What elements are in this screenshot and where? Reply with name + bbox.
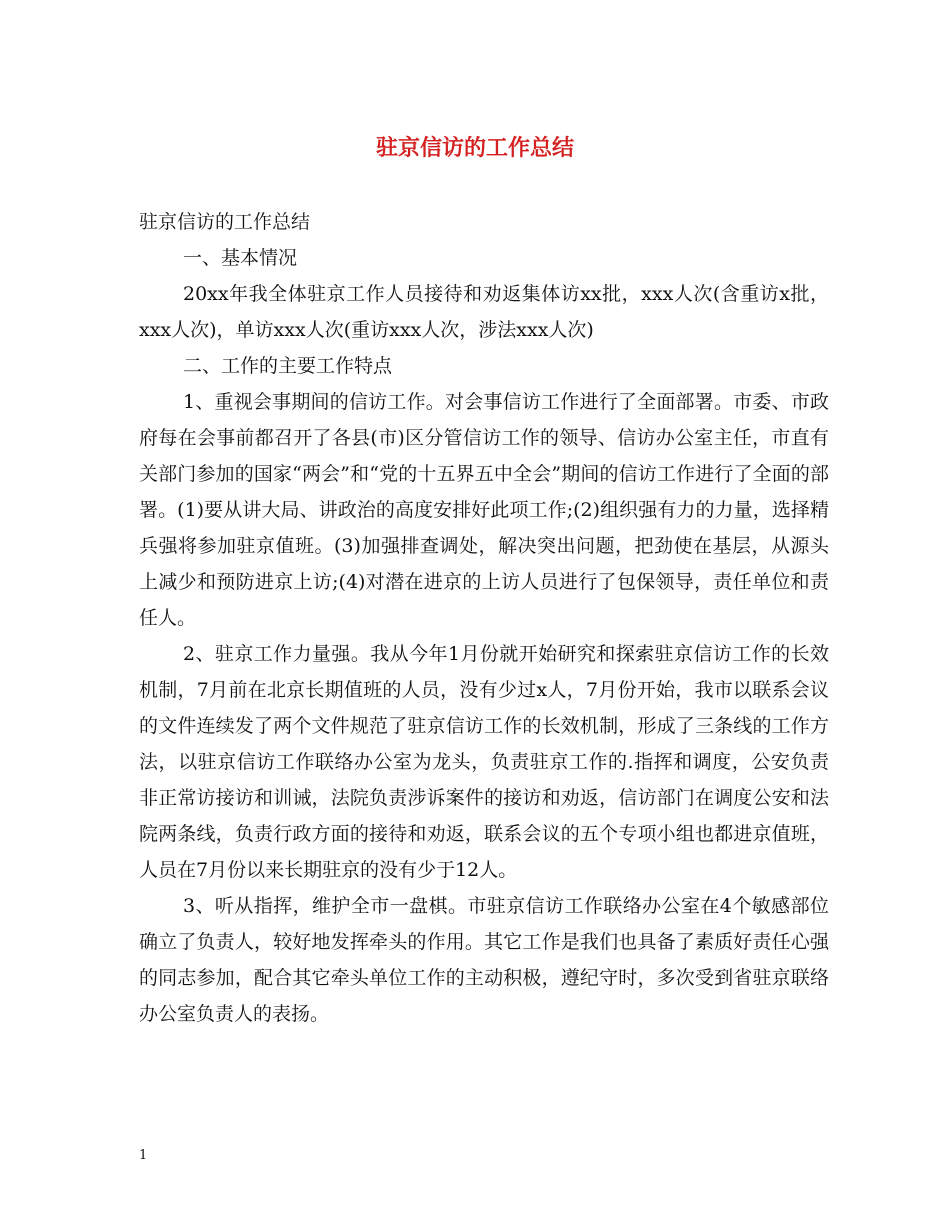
section-heading-basic-situation: 一、基本情况 [183,247,298,269]
paragraph-feature-2: 2、驻京工作力量强。我从今年1月份就开始研究和探索驻京信访工作的长效机制，7月前在北京长期值班的人员，没有少过x人，7月份开始，我市以联系会议的文件连续发了两个文件规范了驻京信访工作的长效机制，形成了三条线的工作方法，以驻京信访工作联络办公室为龙头，负责驻京工作的.指挥和调度，公安负责非正常访接访和训诫，法院负责涉诉案件的接访和劝返，信访部门在调度公安和法院两条线，负责行政方面的接待和劝返，联系会议的五个专项小组也都进京值班，人员在7月份以来长期驻京的没有少于12人。 [139,643,829,881]
document-body [139,204,829,1032]
paragraph-feature-3: 3、听从指挥，维护全市一盘棋。市驻京信访工作联络办公室在4个敏感部位确立了负责人，较好地发挥牵头的作用。其它工作是我们也具备了素质好责任心强的同志参加，配合其它牵头单位工作的主动积极，遵纪守时，多次受到省驻京联络办公室负责人的表扬。 [139,895,829,1025]
page-number: 1 [139,1148,148,1163]
document-title: 驻京信访的工作总结 [375,135,574,161]
section-heading-work-features: 二、工作的主要工作特点 [183,355,393,377]
document-subtitle: 驻京信访的工作总结 [139,211,311,233]
paragraph-feature-1: 1、重视会事期间的信访工作。对会事信访工作进行了全面部署。市委、市政府每在会事前都召开了各县(市)区分管信访工作的领导、信访办公室主任，市直有关部门参加的国家“两会”和“党的十五界五中全会”期间的信访工作进行了全面的部署。(1)要从讲大局、讲政治的高度安排好此项工作;(2)组织强有力的力量，选择精兵强将参加驻京值班。(3)加强排查调处，解决突出问题，把劲使在基层，从源头上减少和预防进京上访;(4)对潜在进京的上访人员进行了包保领导，责任单位和责任人。 [139,391,829,629]
paragraph-statistics: 20xx年我全体驻京工作人员接待和劝返集体访xx批，xxx人次(含重访x批，xxx人次)，单访xxx人次(重访xxx人次，涉法xxx人次) [139,283,829,341]
